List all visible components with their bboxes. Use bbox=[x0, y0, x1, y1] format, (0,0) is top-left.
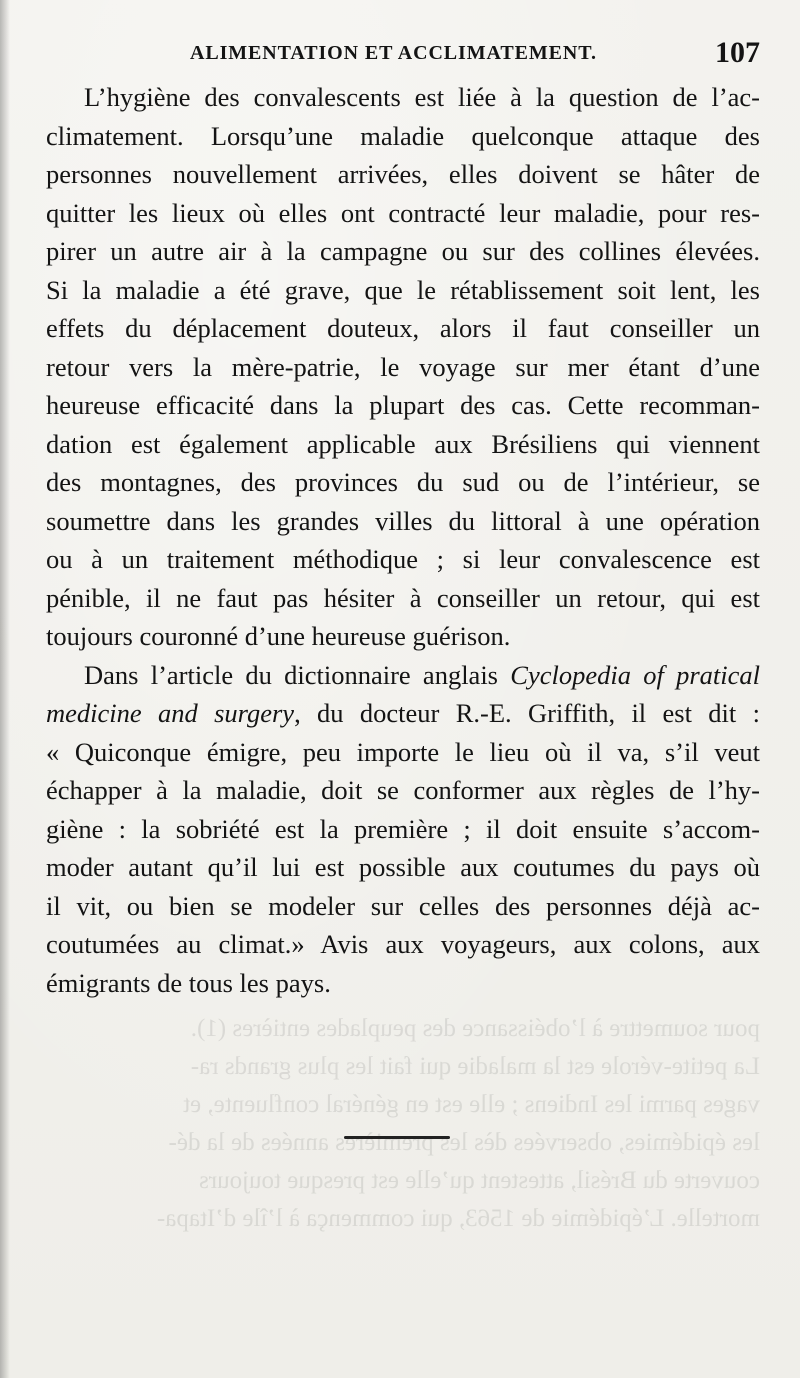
show-through-line: La petite-vérole est la maladie qui fait les plus grands ra- bbox=[190, 1053, 760, 1080]
text-line: ou à un traitement méthodique ; si leur convalescence est bbox=[46, 544, 760, 574]
text-line: effets du déplacement douteux, alors il faut conseiller un bbox=[46, 313, 760, 343]
text-line: soumettre dans les grandes villes du littoral à une opération bbox=[46, 505, 760, 536]
show-through-line: couverte du Brésil, attestent qu’elle est presque toujours bbox=[199, 1167, 760, 1194]
text-line: moder autant qu’il lui est possible aux coutumes du pays où bbox=[46, 852, 760, 882]
show-through-line: vages parmi les Indiens ; elle est en général confluente, et bbox=[183, 1091, 760, 1118]
running-title: ALIMENTATION ET ACCLIMATEMENT. bbox=[190, 42, 597, 64]
text-line: coutumées au climat.» Avis aux voyageurs, aux colons, aux bbox=[46, 929, 760, 959]
text-line: giène : la sobriété est la première ; il doit ensuite s’accom- bbox=[46, 813, 760, 844]
book-title-italic: medicine and surgery bbox=[46, 698, 295, 728]
book-title-italic: Cyclopedia of pratical bbox=[510, 659, 760, 690]
text-line: heureuse efficacité dans la plupart des cas. Cette recomman- bbox=[46, 390, 760, 420]
text-line: pirer un autre air à la campagne ou sur des collines élevées. bbox=[46, 236, 760, 266]
text-line: échapper à la maladie, doit se conformer aux règles de l’hy- bbox=[46, 775, 760, 805]
show-through-text bbox=[40, 1010, 760, 1270]
section-end-rule bbox=[344, 1136, 450, 1139]
text-line bbox=[46, 694, 760, 733]
text-line bbox=[46, 656, 760, 695]
text-line: climatement. Lorsqu’une maladie quelconque attaque des bbox=[46, 120, 760, 151]
text-line: dation est également applicable aux Brésiliens qui viennent bbox=[46, 428, 760, 459]
text-line: personnes nouvellement arrivées, elles doivent se hâter de bbox=[46, 159, 760, 189]
text-fragment: , du docteur R.-E. Griffith, il est dit : bbox=[294, 698, 760, 728]
show-through-line: pour soumettre à l’obéissance des peuplades entières (1). bbox=[190, 1015, 760, 1042]
page-number: 107 bbox=[715, 36, 760, 69]
text-line: des montagnes, des provinces du sud ou de l’intérieur, se bbox=[46, 467, 760, 497]
text-line: Si la maladie a été grave, que le rétablissement soit lent, les bbox=[46, 274, 760, 305]
text-line: retour vers la mère-patrie, le voyage sur mer étant d’une bbox=[46, 351, 760, 382]
page-header bbox=[40, 36, 760, 76]
show-through-line: mortelle. L’épidémie de 1563, qui commença à l’île d’Itapa- bbox=[156, 1205, 760, 1232]
show-through-line: les épidémies, observées dès les premières années de la dé- bbox=[168, 1129, 760, 1156]
text-line: émigrants de tous les pays. bbox=[46, 967, 331, 998]
page-gutter-shadow bbox=[0, 0, 10, 1378]
text-line: quitter les lieux où elles ont contracté leur maladie, pour res- bbox=[46, 197, 760, 228]
body-text bbox=[46, 78, 760, 1002]
text-line: « Quiconque émigre, peu importe le lieu où il va, s’il veut bbox=[46, 736, 760, 767]
text-line: L’hygiène des convalescents est liée à la question de l’ac- bbox=[84, 82, 760, 112]
text-line: pénible, il ne faut pas hésiter à conseiller un retour, qui est bbox=[46, 582, 760, 613]
text-fragment: Dans l’article du dictionnaire anglais bbox=[84, 659, 511, 690]
text-line: il vit, ou bien se modeler sur celles des personnes déjà ac- bbox=[46, 890, 760, 921]
text-line: toujours couronné d’une heureuse guérison. bbox=[46, 621, 511, 651]
